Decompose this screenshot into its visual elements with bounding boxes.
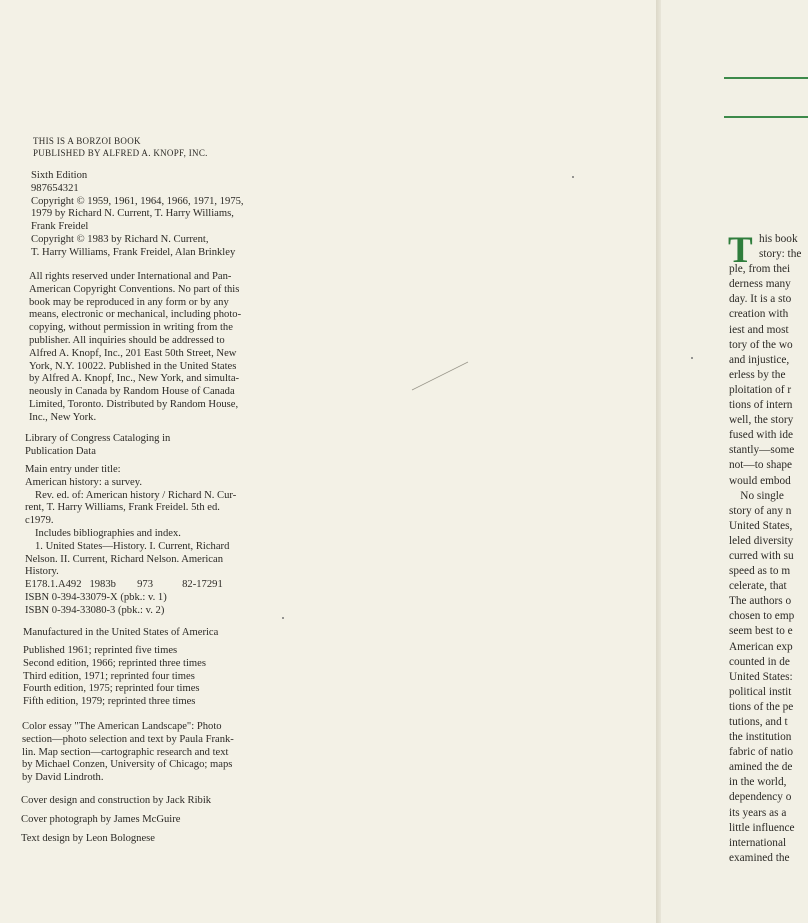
preface-line: creation with xyxy=(729,308,789,321)
credits-line: section—photo selection and text by Paula Frank- xyxy=(22,733,234,745)
right-page-preface xyxy=(661,0,808,923)
preface-line: erless by the xyxy=(729,368,786,381)
preface-line: ploitation of r xyxy=(729,383,792,396)
cip-entry xyxy=(25,464,295,618)
credits-line: by David Lindroth. xyxy=(22,772,104,784)
rights-line: York, N.Y. 10022. Published in the United States xyxy=(29,360,237,372)
preface-line: the institution xyxy=(729,731,792,744)
cip-line: ISBN 0-394-33079-X (pbk.: v. 1) xyxy=(25,591,167,603)
printing-line: Second edition, 1966; reprinted three times xyxy=(23,657,206,669)
printing-line: Fourth edition, 1975; reprinted four times xyxy=(23,683,200,695)
preface-line: United States: xyxy=(729,670,793,683)
preface-line: not—to shape xyxy=(729,459,793,472)
cip-line: 1. United States—History. I. Current, Richard xyxy=(35,540,230,552)
cip-heading-line: Library of Congress Cataloging in xyxy=(25,433,171,444)
preface-line: story of any n xyxy=(729,504,792,517)
credits-line: by Michael Conzen, University of Chicago; maps xyxy=(22,759,233,771)
preface-line: amined the de xyxy=(729,761,793,774)
rights-line: neously in Canada by Random House of Canada xyxy=(29,386,235,398)
preface-line: in the world, xyxy=(729,776,787,789)
rights-line: Alfred A. Knopf, Inc., 201 East 50th Street, New xyxy=(29,347,237,359)
preface-line: day. It is a sto xyxy=(729,293,792,306)
preface-line: stantly—some xyxy=(729,444,795,457)
paper-speck xyxy=(572,176,574,178)
preface-text xyxy=(729,232,808,866)
preface-line: tions of intern xyxy=(729,399,793,412)
preface-line: celerate, that xyxy=(729,580,787,593)
preface-line: political instit xyxy=(729,685,792,698)
preface-line: its years as a xyxy=(729,806,787,819)
preface-line: his book xyxy=(759,233,798,245)
preface-line: ple, from thei xyxy=(729,263,791,276)
rights-line: copying, without permission in writing from the xyxy=(29,322,233,334)
printing-line: Third edition, 1971; reprinted four times xyxy=(23,670,195,682)
rights-line: book may be reproduced in any form or by any xyxy=(29,296,229,308)
edition-line: Frank Freidel xyxy=(31,221,89,233)
preface-line: little influence xyxy=(729,821,795,834)
rights-line: by Alfred A. Knopf, Inc., New York, and simulta- xyxy=(29,373,240,385)
printing-line: Fifth edition, 1979; reprinted three times xyxy=(23,696,196,708)
preface-line: United States, xyxy=(729,519,793,532)
preface-line: tutions, and t xyxy=(729,716,788,728)
rights-line: publisher. All inquiries should be addressed to xyxy=(29,334,225,346)
cover-photo-credit: Cover photograph by James McGuire xyxy=(21,814,181,825)
preface-line: fused with ide xyxy=(729,429,794,442)
cip-line: rent, T. Harry Williams, Frank Freidel. 5th ed. xyxy=(25,502,220,514)
cip-line: c1979. xyxy=(25,515,54,527)
preface-line: story: the xyxy=(759,248,802,261)
credits-line: Color essay "The American Landscape": Photo xyxy=(22,721,222,732)
paper-speck xyxy=(282,617,284,619)
edition-block xyxy=(31,170,301,260)
edition-line: 1979 by Richard N. Current, T. Harry Williams, xyxy=(31,208,234,220)
cip-line: Nelson. II. Current, Richard Nelson. American xyxy=(25,553,223,565)
preface-line: leled diversity xyxy=(729,534,794,547)
rule-bottom xyxy=(724,116,808,118)
preface-line: tions of the pe xyxy=(729,700,794,713)
preface-line: American exp xyxy=(729,640,793,653)
printing-line: Published 1961; reprinted five times xyxy=(23,645,178,656)
edition-line: Sixth Edition xyxy=(31,170,88,181)
rights-line: Limited, Toronto. Distributed by Random House, xyxy=(29,398,239,410)
text-design-credit: Text design by Leon Bolognese xyxy=(21,833,156,844)
cip-line: ISBN 0-394-33080-3 (pbk.: v. 2) xyxy=(25,604,165,616)
edition-line: Copyright © 1983 by Richard N. Current, xyxy=(31,233,209,245)
cip-line: American history: a survey. xyxy=(25,476,142,488)
cip-line: Main entry under title: xyxy=(25,464,121,475)
edition-line: Copyright © 1959, 1961, 1964, 1966, 1971, 1975, xyxy=(31,195,244,207)
preface-line: examined the xyxy=(729,851,790,864)
cip-heading xyxy=(25,433,295,459)
preface-line: would embod xyxy=(729,474,791,487)
paper-speck xyxy=(691,357,693,359)
edition-line: T. Harry Williams, Frank Freidel, Alan Brinkley xyxy=(31,246,236,258)
rule-top xyxy=(724,77,808,79)
drop-cap: T xyxy=(728,230,753,271)
rights-line: means, electronic or mechanical, including photo- xyxy=(29,309,242,321)
imprint-line: THIS IS A BORZOI BOOK xyxy=(33,136,141,146)
preface-line: iest and most xyxy=(729,323,789,336)
preface-line: fabric of natio xyxy=(729,746,793,759)
rights-line: Inc., New York. xyxy=(29,411,97,423)
rights-line: All rights reserved under International and Pan- xyxy=(29,271,232,282)
preface-line: speed as to m xyxy=(729,565,791,578)
preface-line: international xyxy=(729,836,787,849)
credits-line: lin. Map section—cartographic research and text xyxy=(22,746,229,758)
preface-line: derness many xyxy=(729,278,791,291)
cip-line: History. xyxy=(25,566,59,578)
preface-line: seem best to e xyxy=(729,625,793,638)
preface-line: and injustice, xyxy=(729,353,790,366)
cover-design-credit: Cover design and construction by Jack Ribik xyxy=(21,795,212,806)
preface-line: dependency o xyxy=(729,791,792,804)
preface-line: The authors o xyxy=(729,595,792,608)
edition-line: 987654321 xyxy=(31,182,79,194)
preface-line: well, the story xyxy=(729,414,794,427)
preface-line: counted in de xyxy=(729,655,790,668)
manufactured-line: Manufactured in the United States of America xyxy=(23,627,219,638)
cip-line: Rev. ed. of: American history / Richard N. Cur- xyxy=(35,489,237,501)
rights-line: American Copyright Conventions. No part of this xyxy=(29,283,240,295)
preface-line: No single xyxy=(729,489,784,502)
printing-history xyxy=(23,645,293,709)
pencil-mark xyxy=(410,360,470,392)
cip-line: E178.1.A492 1983b 973 82-17291 xyxy=(25,579,223,591)
preface-line: chosen to emp xyxy=(729,610,795,623)
preface-line: tory of the wo xyxy=(729,338,793,351)
preface-line: curred with su xyxy=(729,549,794,562)
imprint-line: PUBLISHED BY ALFRED A. KNOPF, INC. xyxy=(33,148,208,158)
cip-line: Includes bibliographies and index. xyxy=(35,527,181,539)
imprint xyxy=(33,135,295,159)
credits-block xyxy=(22,721,292,785)
rights-block xyxy=(29,271,299,425)
cip-heading-line: Publication Data xyxy=(25,445,96,457)
